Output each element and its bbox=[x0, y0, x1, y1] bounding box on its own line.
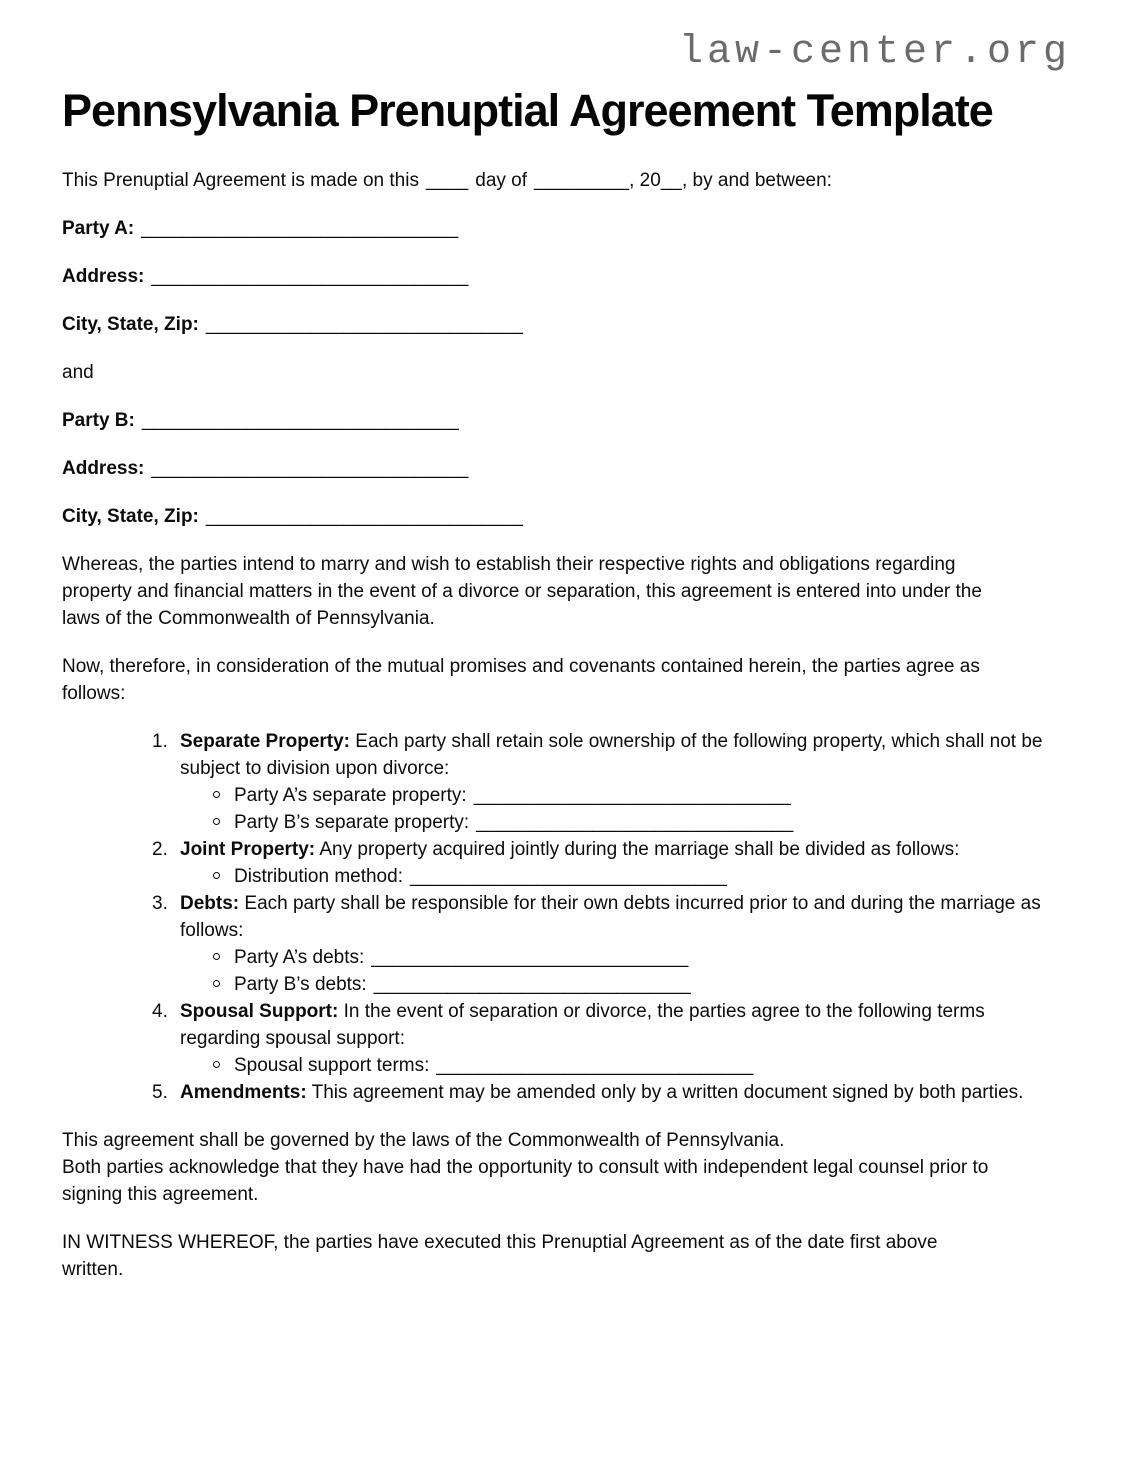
clause-text: Each party shall be responsible for their own debts incurred prior to and during the marriage as follows: bbox=[180, 893, 1041, 941]
blank-line: ____ bbox=[425, 170, 469, 191]
logo-row bbox=[62, 30, 1071, 76]
sub-item bbox=[180, 782, 1052, 809]
field-city-state-zip-a bbox=[62, 311, 1071, 338]
clause-number: 4. bbox=[152, 1001, 168, 1022]
hollow-bullet-icon bbox=[213, 980, 220, 987]
hollow-bullet-icon bbox=[213, 1061, 220, 1068]
field-address-b bbox=[62, 455, 1071, 482]
governing-paragraph bbox=[62, 1127, 992, 1208]
clause-heading: Debts: bbox=[180, 893, 240, 914]
blank-line: ______________________________ bbox=[409, 866, 727, 887]
clause-body bbox=[180, 890, 1052, 998]
blank-line: ______________________________ bbox=[436, 1055, 754, 1076]
intro-text: day of bbox=[475, 170, 528, 191]
blank-line: ______________________________ bbox=[151, 266, 469, 287]
intro-text: , 20 bbox=[629, 170, 661, 191]
sub-item bbox=[180, 863, 1052, 890]
clause-item-spousal-support bbox=[152, 998, 1052, 1079]
and-text: and bbox=[62, 362, 94, 383]
page-title: Pennsylvania Prenuptial Agreement Template bbox=[62, 85, 993, 136]
sub-item bbox=[180, 971, 1052, 998]
clause-heading: Joint Property: bbox=[180, 839, 316, 860]
field-address-a bbox=[62, 263, 1071, 290]
sub-label: Party A’s separate property: bbox=[234, 785, 467, 806]
clause-item-debts bbox=[152, 890, 1052, 998]
clause-number: 2. bbox=[152, 839, 168, 860]
clause-item-amendments bbox=[152, 1079, 1052, 1106]
site-logo: law-center.org bbox=[678, 30, 1071, 75]
hollow-bullet-icon bbox=[213, 818, 220, 825]
hollow-bullet-icon bbox=[213, 872, 220, 879]
witness-paragraph: IN WITNESS WHEREOF, the parties have executed this Prenuptial Agreement as of the date first above written. bbox=[62, 1232, 938, 1280]
sub-item bbox=[180, 944, 1052, 971]
blank-line: ______________________________ bbox=[141, 410, 459, 431]
clause-item-joint-property bbox=[152, 836, 1052, 890]
clause-body bbox=[180, 998, 1052, 1079]
clause-text: Each party shall retain sole ownership of the following property, which shall not be subject to division upon divorce: bbox=[180, 731, 1043, 779]
field-city-state-zip-b bbox=[62, 503, 1071, 530]
governing-line: This agreement shall be governed by the laws of the Commonwealth of Pennsylvania. bbox=[62, 1130, 785, 1151]
blank-line: ______________________________ bbox=[371, 947, 689, 968]
sub-label: Party B’s debts: bbox=[234, 974, 367, 995]
intro-paragraph bbox=[62, 167, 1071, 194]
clause-body bbox=[180, 1079, 1052, 1106]
clause-text: In the event of separation or divorce, the parties agree to the following terms regarding spousal support: bbox=[180, 1001, 985, 1049]
clause-body bbox=[180, 836, 1052, 890]
hollow-bullet-icon bbox=[213, 791, 220, 798]
blank-line: ______________________________ bbox=[151, 458, 469, 479]
blank-line: ______________________________ bbox=[205, 506, 523, 527]
now-therefore-paragraph: Now, therefore, in consideration of the mutual promises and covenants contained herein, the parties agree as follows: bbox=[62, 656, 980, 704]
field-label: Party B: bbox=[62, 410, 135, 431]
clause-number: 1. bbox=[152, 731, 168, 752]
blank-line: ______________________________ bbox=[141, 218, 459, 239]
hollow-bullet-icon bbox=[213, 953, 220, 960]
governing-line: Both parties acknowledge that they have had the opportunity to consult with independent legal counsel prior to signing this agreement. bbox=[62, 1157, 989, 1205]
field-label: Party A: bbox=[62, 218, 135, 239]
field-label: Address: bbox=[62, 266, 145, 287]
clause-number: 5. bbox=[152, 1082, 168, 1103]
blank-line: ______________________________ bbox=[205, 314, 523, 335]
blank-line: ______________________________ bbox=[476, 812, 794, 833]
sub-label: Party A’s debts: bbox=[234, 947, 365, 968]
field-party-b bbox=[62, 407, 1071, 434]
whereas-paragraph: Whereas, the parties intend to marry and wish to establish their respective rights and obligations regarding property and financial matters in the event of a divorce or separation, this agreement is entered into under the laws of the Commonwealth of Pennsylvania. bbox=[62, 554, 982, 629]
clauses-list bbox=[152, 728, 1052, 1106]
field-label: City, State, Zip: bbox=[62, 506, 199, 527]
clause-heading: Separate Property: bbox=[180, 731, 351, 752]
clause-heading: Spousal Support: bbox=[180, 1001, 339, 1022]
field-party-a bbox=[62, 215, 1071, 242]
sub-item bbox=[180, 1052, 1052, 1079]
blank-line: ______________________________ bbox=[473, 785, 791, 806]
blank-line: ______________________________ bbox=[373, 974, 691, 995]
intro-text: This Prenuptial Agreement is made on this bbox=[62, 170, 419, 191]
clause-body bbox=[180, 728, 1052, 836]
sub-label: Spousal support terms: bbox=[234, 1055, 430, 1076]
field-label: Address: bbox=[62, 458, 145, 479]
intro-text: , by and between: bbox=[681, 170, 832, 191]
clause-item-separate-property bbox=[152, 728, 1052, 836]
blank-line: _________ bbox=[534, 170, 630, 191]
field-label: City, State, Zip: bbox=[62, 314, 199, 335]
clause-number: 3. bbox=[152, 893, 168, 914]
blank-line: __ bbox=[660, 170, 682, 191]
sub-label: Party B’s separate property: bbox=[234, 812, 470, 833]
clause-heading: Amendments: bbox=[180, 1082, 307, 1103]
clause-text: This agreement may be amended only by a written document signed by both parties. bbox=[306, 1082, 1024, 1103]
sub-label: Distribution method: bbox=[234, 866, 403, 887]
sub-item bbox=[180, 809, 1052, 836]
clause-text: Any property acquired jointly during the marriage shall be divided as follows: bbox=[315, 839, 960, 860]
